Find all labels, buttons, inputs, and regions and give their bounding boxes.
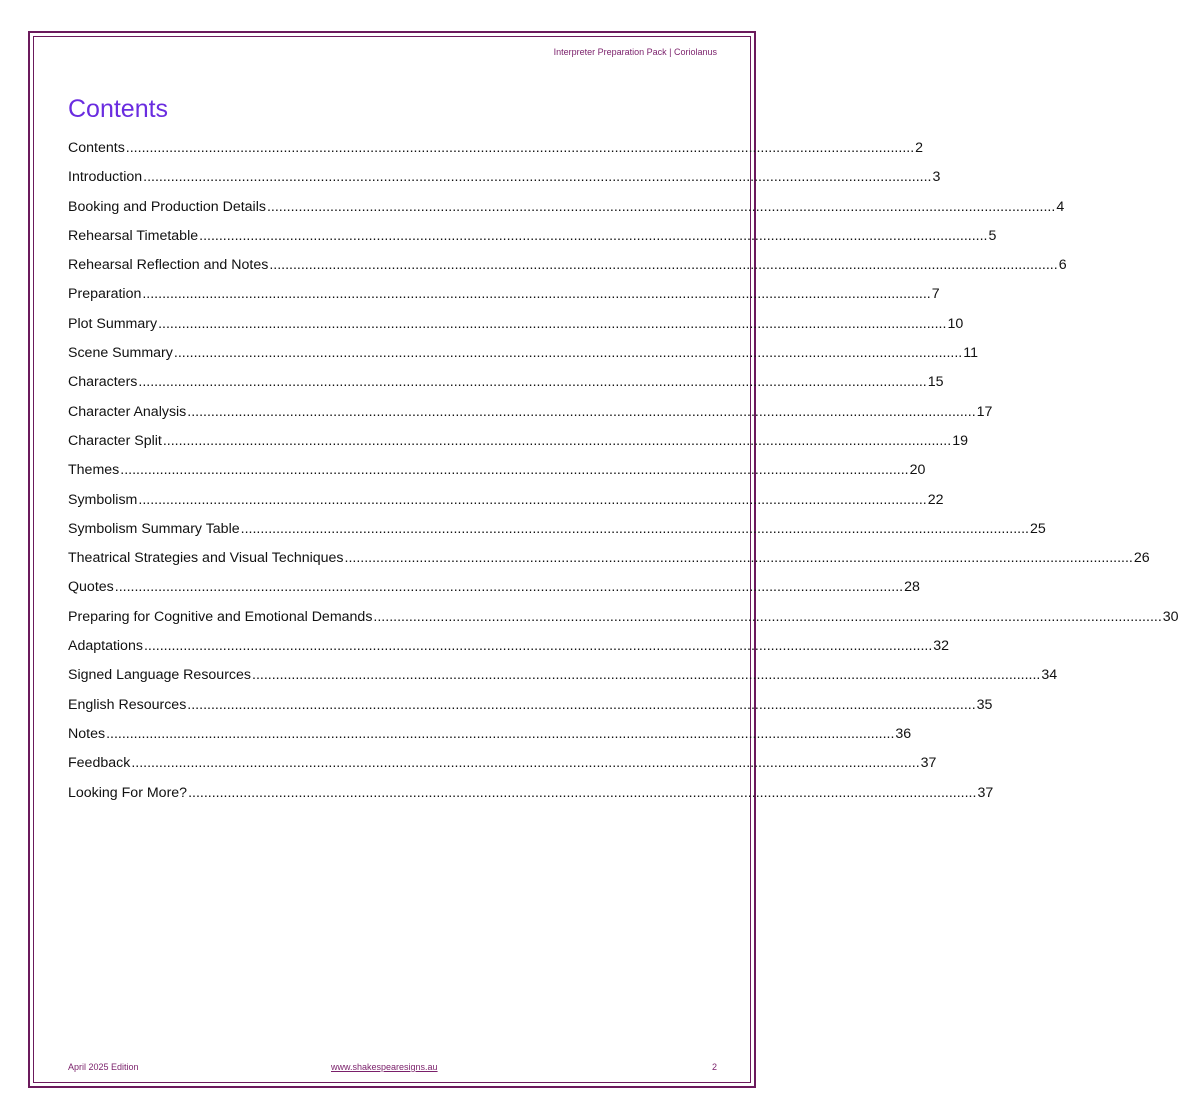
toc-entry-page-number[interactable]: 25 (1029, 520, 1046, 537)
toc-entry[interactable] (68, 193, 1065, 222)
toc-dot-leader: ........................................................................................................................................................................................................ (252, 667, 1041, 684)
toc-entry-page-number[interactable]: 15 (927, 374, 944, 391)
toc-dot-leader: ........................................................................................................................................................................................................ (143, 638, 933, 655)
toc-entry[interactable] (68, 573, 920, 602)
toc-entry-page-number[interactable]: 20 (909, 462, 926, 479)
toc-dot-leader: ........................................................................................................................................................................................................ (143, 169, 932, 186)
toc-dot-leader: ........................................................................................................................................................................................................ (162, 432, 952, 449)
toc-entry-label[interactable]: Signed Language Resources (68, 667, 251, 684)
toc-dot-leader: ........................................................................................................................................................................................................ (266, 198, 1056, 215)
toc-entry-label[interactable]: Contents (68, 140, 125, 156)
toc-entry[interactable] (68, 222, 997, 251)
toc-dot-leader: ........................................................................................................................................................................................................ (142, 286, 931, 303)
toc-entry-page-number[interactable]: 4 (1056, 198, 1065, 215)
toc-dot-leader: ........................................................................................................................................................................................................ (114, 579, 904, 596)
toc-dot-leader: ........................................................................................................................................................................................................ (187, 696, 976, 713)
toc-entry[interactable] (68, 720, 912, 749)
toc-entry[interactable] (68, 603, 1179, 632)
toc-entry[interactable] (68, 427, 968, 456)
toc-entry[interactable] (68, 632, 950, 661)
toc-entry-label[interactable]: Preparing for Cognitive and Emotional Demands (68, 608, 373, 625)
toc-entry-page-number[interactable]: 3 (932, 169, 941, 186)
toc-entry-page-number[interactable]: 37 (977, 784, 994, 801)
toc-dot-leader: ........................................................................................................................................................................................................ (138, 491, 927, 508)
toc-entry-label[interactable]: Quotes (68, 579, 114, 596)
toc-entry[interactable] (68, 544, 1150, 573)
toc-entry-page-number[interactable]: 36 (895, 725, 912, 742)
toc-entry[interactable] (68, 398, 993, 427)
toc-entry-page-number[interactable]: 26 (1133, 550, 1150, 567)
toc-entry-label[interactable]: Preparation (68, 286, 142, 303)
toc-entry[interactable] (68, 368, 944, 397)
toc-entry-page-number[interactable]: 34 (1041, 667, 1058, 684)
toc-entry-label[interactable]: Rehearsal Timetable (68, 227, 199, 244)
toc-entry-page-number[interactable]: 10 (947, 315, 964, 332)
toc-dot-leader: ........................................................................................................................................................................................................ (187, 403, 976, 420)
toc-entry-label[interactable]: English Resources (68, 696, 187, 713)
toc-entry[interactable] (68, 163, 941, 192)
toc-dot-leader: ........................................................................................................................................................................................................ (138, 374, 927, 391)
toc-entry[interactable] (68, 486, 944, 515)
toc-entry[interactable] (68, 691, 993, 720)
toc-entry-label[interactable]: Plot Summary (68, 315, 158, 332)
toc-entry-label[interactable]: Character Split (68, 432, 162, 449)
toc-entry[interactable] (68, 515, 1046, 544)
toc-entry[interactable] (68, 339, 978, 368)
toc-entry-label[interactable]: Feedback (68, 755, 131, 772)
toc-entry-page-number[interactable]: 5 (988, 227, 997, 244)
toc-entry[interactable] (68, 134, 924, 163)
toc-entry-label[interactable]: Themes (68, 462, 120, 479)
toc-entry-label[interactable]: Character Analysis (68, 403, 187, 420)
toc-entry-page-number[interactable]: 32 (933, 638, 950, 655)
toc-dot-leader: ........................................................................................................................................................................................................ (120, 462, 909, 479)
toc-entry-label[interactable]: Adaptations (68, 638, 143, 655)
toc-dot-leader: ........................................................................................................................................................................................................ (106, 725, 895, 742)
toc-entry[interactable] (68, 280, 940, 309)
toc-entry-page-number[interactable]: 28 (904, 579, 920, 596)
toc-entry-page-number[interactable]: 37 (920, 755, 937, 772)
toc-entry[interactable] (68, 251, 1067, 280)
footer-page-number: 2 (711, 1062, 717, 1072)
toc-entry[interactable] (68, 749, 937, 778)
toc-dot-leader: ........................................................................................................................................................................................................ (269, 257, 1058, 274)
toc-entry-page-number[interactable]: 2 (915, 140, 924, 156)
toc-dot-leader: ........................................................................................................................................................................................................ (125, 140, 915, 156)
footer-website-link[interactable]: www.shakespearesigns.au (331, 1062, 438, 1072)
footer-edition: April 2025 Edition (68, 1062, 139, 1072)
toc-dot-leader: ........................................................................................................................................................................................................ (373, 608, 1162, 625)
toc-entry-label[interactable]: Scene Summary (68, 345, 173, 362)
running-header: Interpreter Preparation Pack | Coriolanus (553, 47, 717, 57)
toc-entry-page-number[interactable]: 17 (976, 403, 993, 420)
toc-entry-label[interactable]: Notes (68, 725, 106, 742)
toc-entry-label[interactable]: Booking and Production Details (68, 198, 266, 215)
toc-entry[interactable] (68, 661, 1058, 690)
toc-entry-page-number[interactable]: 6 (1058, 257, 1067, 274)
toc-entry-label[interactable]: Symbolism (68, 491, 138, 508)
toc-entry-label[interactable]: Symbolism Summary Table (68, 520, 240, 537)
toc-entry-label[interactable]: Looking For More? (68, 784, 188, 801)
toc-entry[interactable] (68, 456, 926, 485)
toc-entry-page-number[interactable]: 30 (1162, 608, 1179, 625)
toc-entry-label[interactable]: Rehearsal Reflection and Notes (68, 257, 269, 274)
toc-dot-leader: ........................................................................................................................................................................................................ (344, 550, 1133, 567)
toc-entry-page-number[interactable]: 22 (927, 491, 944, 508)
toc-dot-leader: ........................................................................................................................................................................................................ (240, 520, 1029, 537)
toc-entry-page-number[interactable]: 7 (931, 286, 940, 303)
toc-dot-leader: ........................................................................................................................................................................................................ (158, 315, 947, 332)
toc-dot-leader: ........................................................................................................................................................................................................ (199, 227, 988, 244)
toc-entry-label[interactable]: Introduction (68, 169, 143, 186)
table-of-contents (68, 134, 1179, 808)
toc-dot-leader: ........................................................................................................................................................................................................ (173, 345, 963, 362)
toc-entry-label[interactable]: Theatrical Strategies and Visual Techniques (68, 550, 344, 567)
toc-dot-leader: ........................................................................................................................................................................................................ (131, 755, 920, 772)
toc-entry[interactable] (68, 310, 964, 339)
toc-entry-page-number[interactable]: 19 (952, 432, 968, 449)
page-title: Contents (68, 95, 169, 123)
toc-entry-label[interactable]: Characters (68, 374, 138, 391)
toc-dot-leader: ........................................................................................................................................................................................................ (188, 784, 977, 801)
toc-entry-page-number[interactable]: 35 (976, 696, 993, 713)
toc-entry-page-number[interactable]: 11 (963, 345, 978, 362)
toc-entry[interactable] (68, 779, 994, 808)
